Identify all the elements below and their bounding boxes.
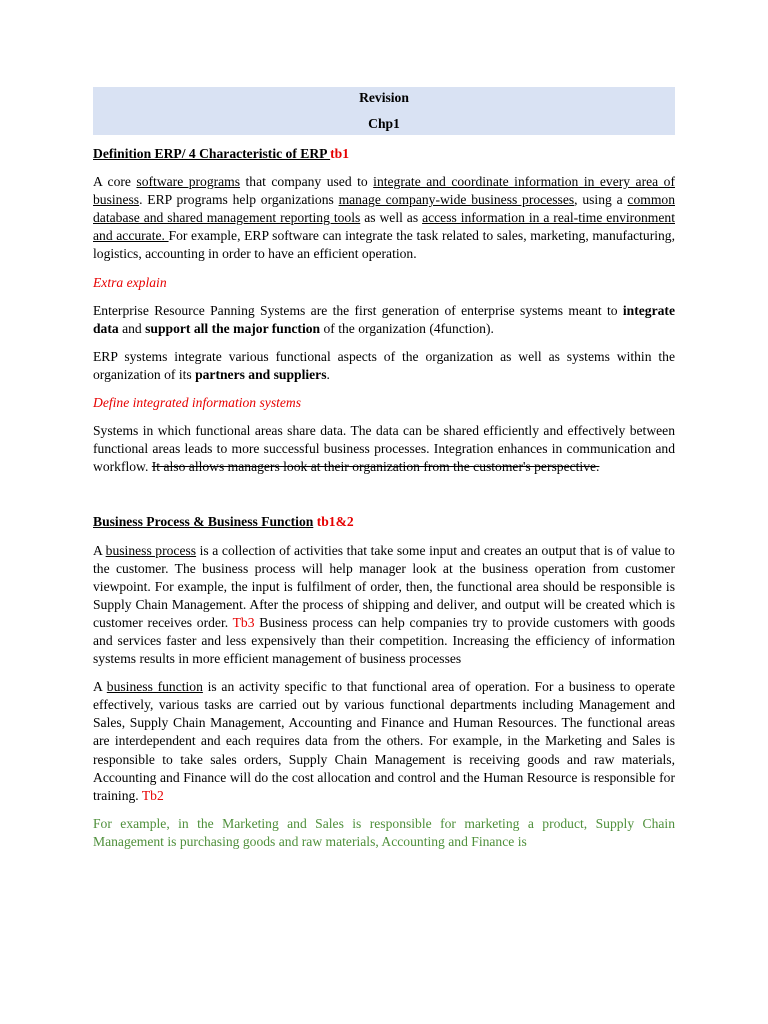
bold-text: support all the major function	[145, 320, 321, 336]
section2-heading-text: Business Process & Business Function	[93, 514, 314, 530]
reference-tag: Tb2	[141, 787, 164, 803]
erp-integration-paragraph	[93, 348, 675, 384]
text: and	[118, 320, 146, 336]
text: , using a	[574, 192, 628, 208]
text: Business process can help companies try to provide customers with goods and services faster and less expensively than their competition. Increasing the efficiency of information systems results in more efficient management of business processes	[93, 614, 675, 667]
section1-heading-text: Definition ERP/ 4 Characteristic of ERP	[93, 146, 331, 161]
text: For example, ERP software can integrate the task related to sales, marketing, manufacturing, logistics, accounting in order to have an efficient operation.	[93, 228, 676, 262]
section2-heading	[93, 513, 675, 531]
underlined-text: common database and shared management reporting tools	[93, 192, 675, 226]
text: A	[93, 542, 106, 558]
green-example-paragraph: For example, in the Marketing and Sales is responsible for marketing a product, Supply Chain Management is purchasing goods and raw materials, Accounting and Finance is	[93, 815, 675, 849]
erp-systems-paragraph	[93, 302, 675, 338]
title-banner	[93, 87, 675, 135]
extra-explain-label: Extra explain	[93, 274, 167, 290]
underlined-text: business function	[106, 679, 203, 695]
text: is an activity specific to that functional area of operation. For a business to operate effectively, various tasks are carried out by various functional departments including Management and Sales, Supply Chain Management, Accounting and Finance and Human Resources. The functional areas are interdependent and each requires data from the others. For example, in the Marketing and Sales is responsible to take sales orders, Supply Chain Management is receiving goods and raw materials, Accounting and Finance will do the cost allocation and control and the Human Resource is responsible for training.	[93, 679, 675, 803]
reference-tag: Tb3	[232, 614, 255, 630]
section2-tag: tb1&2	[316, 514, 354, 530]
section1-heading	[93, 145, 675, 163]
underlined-text: manage company-wide business processes	[338, 192, 575, 208]
text: that company used to	[240, 174, 374, 190]
text: Systems in which functional areas share data. The data can be shared efficiently and effectively between functional areas leads to more successful business processes. Integration enhances in communication and workflow.	[93, 423, 675, 475]
text: is a collection of activities that take some input and creates an output that is of value to the customer. The business process will help manager look at the business operation from customer viewpoint. For example, the input is fulfilment of order, then, the functional area should be responsible is Supply Chain Management. After the process of shipping and deliver, and output will be created which is customer receives order.	[93, 542, 675, 630]
document-body	[93, 87, 675, 851]
business-function-paragraph	[93, 678, 675, 805]
banner-subtitle: Chp1	[368, 116, 400, 131]
underlined-text: integrate and coordinate information in every area of business	[93, 174, 675, 208]
bold-text: integrate data	[93, 302, 675, 336]
bold-text: partners and suppliers	[195, 366, 327, 382]
text: A core	[93, 174, 137, 190]
banner-title: Revision	[359, 90, 409, 105]
text: A	[93, 679, 107, 695]
strikethrough-text: It also allows managers look at their organization from the customer's perspective.	[151, 459, 600, 475]
underlined-text: business process	[105, 542, 197, 558]
erp-definition-paragraph	[93, 173, 675, 263]
text: . ERP programs help organizations	[139, 192, 339, 208]
underlined-text: access information in a real-time environment and accurate.	[93, 210, 675, 244]
text: Enterprise Resource Panning Systems are the first generation of enterprise systems meant to	[93, 302, 623, 318]
section1-tag: tb1	[330, 146, 349, 161]
define-integrated-label: Define integrated information systems	[93, 395, 302, 411]
text: of the organization (4function).	[320, 320, 494, 336]
text: .	[326, 366, 330, 382]
text: as well as	[360, 210, 423, 226]
integrated-systems-paragraph	[93, 422, 675, 476]
underlined-text: software programs	[136, 174, 241, 190]
text: ERP systems integrate various functional aspects of the organization as well as systems within the organization of its	[93, 348, 675, 382]
business-process-paragraph	[93, 542, 675, 669]
